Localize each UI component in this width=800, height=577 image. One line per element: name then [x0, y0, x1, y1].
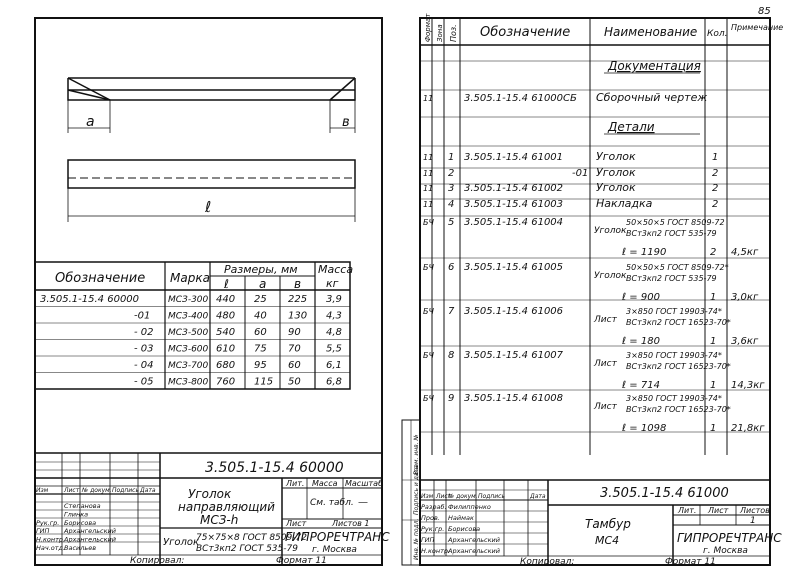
spec-row-name: Уголок	[596, 150, 636, 163]
person-role: Рук.гр.	[36, 518, 60, 527]
right-title-line1: Тамбур	[585, 517, 631, 531]
sizes-row-mass: 4,3	[326, 310, 342, 322]
right-sheet-label: Лист	[708, 506, 729, 515]
sizes-row-l: 680	[216, 360, 236, 371]
side-stamp-label: Подпись и дата	[413, 465, 420, 515]
spec-row-pos: 6	[448, 262, 455, 273]
spec-row-qty: 2	[710, 247, 717, 258]
right-title-line2: МС4	[595, 534, 620, 547]
signature-header-cell: Лист	[64, 487, 80, 494]
signature-header-cell: № докум.	[448, 493, 478, 500]
sizes-row-designation: -01	[134, 310, 151, 322]
signature-header-cell: Лист	[436, 493, 452, 500]
person-role: ГИП	[421, 536, 435, 544]
spec-row-material-1: 50×50×5 ГОСТ 8509-72	[626, 218, 725, 227]
spec-row-designation: 3.505.1-15.4 61000СБ	[464, 93, 577, 104]
sizes-row-l: 760	[216, 376, 236, 388]
spec-row-name: Уголок	[596, 166, 636, 179]
left-copied-label: Копировал:	[130, 556, 185, 566]
angle-side-view	[68, 160, 355, 222]
person-name: Филиппенко	[448, 503, 491, 511]
spec-row-material-2: ВСт3кп2 ГОСТ 16523-70*	[626, 318, 731, 327]
spec-row-format: 11	[423, 169, 434, 178]
left-people-list	[36, 502, 116, 552]
spec-header-note: Примечание	[731, 23, 784, 32]
sizes-row-designation: - 02	[134, 327, 154, 338]
left-material-line2: ВСт3кп2 ГОСТ 535-79	[196, 544, 298, 554]
side-stamp-label: Взам. инв. №	[413, 434, 420, 475]
spec-header-zone: Зона	[436, 24, 444, 42]
dim-b-label: в	[342, 115, 350, 130]
spec-row-pos: 7	[448, 306, 455, 317]
spec-row-pos: 2	[448, 168, 455, 179]
person-name: Борисова	[448, 525, 481, 533]
spec-row-designation: 3.505.1-15.4 61004	[464, 217, 564, 228]
person-name: Наймак	[448, 514, 474, 522]
spec-row-material-2: ВСт3кп2 ГОСТ 16523-70*	[626, 362, 731, 371]
sizes-row-l: 440	[216, 294, 236, 305]
side-labels	[413, 434, 420, 560]
signature-header-cell: Подпись	[112, 487, 139, 494]
person-name: Архангельский	[448, 536, 500, 544]
spec-row-designation: 3.505.1-15.4 61001	[464, 152, 564, 163]
spec-row-format: БЧ	[423, 307, 434, 316]
left-mass-value: См. табл.	[310, 498, 354, 508]
sizes-header-l: ℓ	[224, 277, 229, 291]
signature-header-cell: № докум.	[82, 487, 112, 494]
spec-row-qty: 1	[710, 380, 717, 391]
right-org-city: г. Москва	[703, 546, 748, 556]
spec-row-material-2: ВСт3кп2 ГОСТ 535-79	[626, 229, 717, 238]
sizes-rows	[35, 294, 350, 388]
spec-header-designation: Обозначение	[480, 25, 571, 40]
sizes-header-mark: Марка	[170, 271, 210, 285]
spec-row-material-1: 50×50×5 ГОСТ 8509-72*	[626, 263, 729, 272]
sizes-row-b: 50	[288, 376, 301, 388]
spec-row-name: Сборочный чертеж	[596, 91, 708, 104]
signature-header-cell: Изм	[36, 487, 49, 494]
spec-row-name: Уголок	[596, 181, 636, 194]
sizes-row-mass: 3,9	[326, 294, 342, 305]
spec-row-note: 21,8кг	[731, 423, 765, 434]
person-role: ГИП	[36, 527, 50, 536]
sizes-row-a: 40	[254, 310, 267, 322]
spec-row-name: Лист	[594, 359, 617, 369]
sizes-row-designation: - 03	[134, 343, 154, 355]
sizes-row-mass: 5,5	[326, 343, 342, 355]
spec-row-designation: -01	[572, 168, 589, 179]
sizes-row-mark: МСЗ-600	[168, 344, 209, 355]
side-stamp-label: Инв. № подл.	[413, 518, 420, 560]
spec-grid	[420, 61, 770, 432]
spec-row-format: БЧ	[423, 394, 434, 403]
spec-row-name: Накладка	[596, 197, 653, 210]
spec-row-qty: 1	[710, 423, 717, 434]
spec-row-pos: 1	[448, 152, 455, 163]
spec-row-qty: 2	[712, 199, 719, 210]
spec-row-name: Уголок	[594, 226, 627, 236]
sizes-row-designation: 3.505.1-15.4 60000	[40, 294, 140, 305]
right-sheets-label: Листов	[740, 506, 770, 515]
sizes-row-l: 480	[216, 310, 236, 322]
sizes-row-mark: МСЗ-500	[168, 328, 209, 338]
left-mass-label: Масса	[312, 479, 338, 488]
sizes-row-mass: 4,8	[326, 327, 342, 338]
sizes-header-sizes: Размеры, мм	[224, 263, 298, 276]
spec-row-note: 4,5кг	[731, 247, 759, 258]
left-sheets-label: Листов 1	[332, 519, 370, 528]
person-role: Рук.гр.	[421, 525, 445, 533]
spec-row-material-1: 3×850 ГОСТ 19903-74*	[626, 307, 722, 316]
spec-row-format: 11	[423, 200, 434, 209]
left-scale-value: —	[358, 497, 368, 508]
sizes-row-a: 60	[254, 327, 267, 338]
dim-l-label: ℓ	[205, 198, 212, 216]
sizes-row-mark: МСЗ-300	[168, 295, 209, 305]
sizes-row-a: 25	[254, 294, 267, 305]
spec-row-material-1: 3×850 ГОСТ 19903-74*	[626, 394, 722, 403]
angle-top-view	[68, 78, 355, 133]
person-name: Степанова	[64, 502, 101, 510]
spec-header-name: Наименование	[604, 25, 698, 39]
left-title-line3: МСЗ-h	[200, 513, 239, 527]
right-format-label: Формат 11	[665, 557, 716, 567]
spec-row-pos: 8	[448, 350, 455, 361]
spec-row-format: БЧ	[423, 263, 434, 272]
left-sheet	[35, 18, 390, 566]
sizes-row-designation: - 05	[134, 376, 154, 388]
spec-row-format: БЧ	[423, 351, 434, 360]
spec-row-qty: 2	[712, 183, 719, 194]
sizes-row-b: 130	[288, 310, 308, 322]
spec-header-qty: Кол.	[707, 29, 728, 39]
spec-row-format: 11	[423, 94, 434, 103]
sizes-row-b: 90	[288, 327, 301, 338]
spec-row-format: 11	[423, 184, 434, 193]
spec-row-format: 11	[423, 153, 434, 162]
person-role: Разраб.	[421, 503, 447, 511]
spec-row-material-2: ВСт3кп2 ГОСТ 16523-70*	[626, 405, 731, 414]
sizes-row-a: 95	[254, 360, 267, 371]
spec-row-length: ℓ = 180	[622, 336, 660, 347]
person-name: Борисова	[64, 518, 97, 527]
sizes-row-mass: 6,1	[326, 360, 342, 371]
signature-header-cell: Изм	[421, 493, 434, 500]
person-name: Васильев	[64, 544, 97, 552]
spec-row-note: 14,3кг	[731, 380, 765, 391]
left-material-label: Уголок	[163, 537, 200, 548]
spec-rows	[423, 59, 765, 434]
sizes-row-mark: МСЗ-400	[168, 311, 209, 322]
left-title-block	[35, 453, 390, 566]
left-org-name: ГИПРОРЕЧТРАНС	[285, 530, 390, 544]
spec-row-qty: 1	[710, 336, 717, 347]
right-title-block	[420, 480, 782, 567]
sizes-row-b: 225	[288, 294, 308, 305]
left-sheet-label: Лист	[286, 519, 307, 528]
person-role: Пров.	[421, 514, 440, 522]
sizes-table	[35, 262, 353, 389]
person-role: Н.контр.	[421, 547, 451, 555]
spec-row-pos: 4	[448, 199, 455, 210]
person-name: Архангельский	[64, 527, 116, 536]
sizes-header-b: в	[294, 277, 302, 291]
signature-header-cell: Дата	[530, 493, 546, 500]
dim-a-label: a	[86, 114, 95, 130]
left-drawing-code: 3.505.1-15.4 60000	[205, 460, 344, 476]
spec-row-length: ℓ = 714	[622, 380, 660, 391]
right-drawing-code: 3.505.1-15.4 61000	[600, 486, 729, 501]
left-format-label: Формат 11	[276, 556, 327, 566]
person-name: Глинка	[64, 510, 89, 519]
signature-header-cell: Подпись	[478, 493, 505, 500]
spec-row-pos: 5	[448, 217, 455, 228]
sizes-row-a: 75	[254, 343, 267, 355]
right-people-list	[421, 503, 500, 555]
right-copied-label: Копировал:	[520, 557, 575, 567]
spec-row-length: ℓ = 900	[622, 292, 660, 303]
sizes-header-designation: Обозначение	[55, 271, 146, 286]
spec-row-pos: 9	[448, 393, 455, 404]
spec-section-title: Документация	[608, 59, 701, 73]
spec-row-note: 3,0кг	[731, 292, 759, 303]
left-title-line1: Уголок	[188, 487, 232, 501]
right-lit-label: Лит.	[678, 506, 697, 515]
spec-row-format: БЧ	[423, 218, 434, 227]
spec-section-title: Детали	[608, 120, 655, 134]
spec-row-material-2: ВСт3кп2 ГОСТ 535-79	[626, 274, 717, 283]
right-org-name: ГИПРОРЕЧТРАНС	[677, 531, 782, 545]
person-role: Н.контр.	[36, 535, 66, 544]
sizes-row-b: 70	[288, 343, 301, 355]
right-signature-header	[421, 493, 546, 500]
sizes-row-l: 540	[216, 327, 236, 338]
spec-row-length: ℓ = 1098	[622, 423, 667, 434]
right-sheets-value: 1	[750, 516, 756, 526]
spec-row-designation: 3.505.1-15.4 61007	[464, 350, 564, 361]
sizes-header-a: a	[259, 277, 267, 291]
sizes-row-mark: МСЗ-700	[168, 361, 209, 371]
spec-row-name: Лист	[594, 402, 617, 412]
sizes-row-a: 115	[254, 376, 274, 388]
spec-header-pos: Поз.	[449, 24, 458, 42]
person-role: Нач.отд.	[36, 544, 66, 552]
spec-row-designation: 3.505.1-15.4 61006	[464, 306, 564, 317]
left-scale-label: Масштаб	[345, 479, 384, 488]
spec-row-name: Уголок	[594, 271, 627, 281]
spec-row-qty: 1	[712, 152, 719, 163]
sizes-row-l: 610	[216, 343, 236, 355]
spec-row-material-1: 3×850 ГОСТ 19903-74*	[626, 351, 722, 360]
person-name: Архангельский	[448, 547, 500, 555]
spec-row-qty: 2	[712, 168, 719, 179]
sizes-row-mass: 6,8	[326, 376, 342, 388]
left-org-city: г. Москва	[312, 545, 357, 555]
left-title-line2: направляющий	[178, 500, 275, 514]
spec-row-designation: 3.505.1-15.4 61002	[464, 183, 564, 194]
spec-row-designation: 3.505.1-15.4 61003	[464, 199, 564, 210]
left-signature-header	[36, 487, 156, 494]
page-number: 85	[758, 6, 771, 17]
sizes-row-mark: МСЗ-800	[168, 377, 209, 388]
person-name: Архангельский	[64, 535, 116, 544]
left-lit-label: Лит.	[286, 479, 305, 488]
sizes-row-b: 60	[288, 360, 301, 371]
right-sheet	[402, 6, 783, 567]
spec-row-name: Лист	[594, 315, 617, 325]
spec-row-note: 3,6кг	[731, 336, 759, 347]
signature-header-cell: Дата	[140, 487, 156, 494]
spec-header-format: Формат	[424, 13, 432, 42]
sizes-header-mass: Масса	[318, 263, 354, 276]
spec-row-designation: 3.505.1-15.4 61005	[464, 262, 564, 273]
left-material-line1: 75×75×8 ГОСТ 8509-72	[196, 533, 307, 543]
spec-row-designation: 3.505.1-15.4 61008	[464, 393, 564, 404]
sizes-header-mass-unit: кг	[326, 277, 339, 290]
sizes-row-designation: - 04	[134, 360, 154, 371]
spec-row-qty: 1	[710, 292, 717, 303]
spec-row-length: ℓ = 1190	[622, 247, 667, 258]
spec-row-pos: 3	[448, 183, 455, 194]
